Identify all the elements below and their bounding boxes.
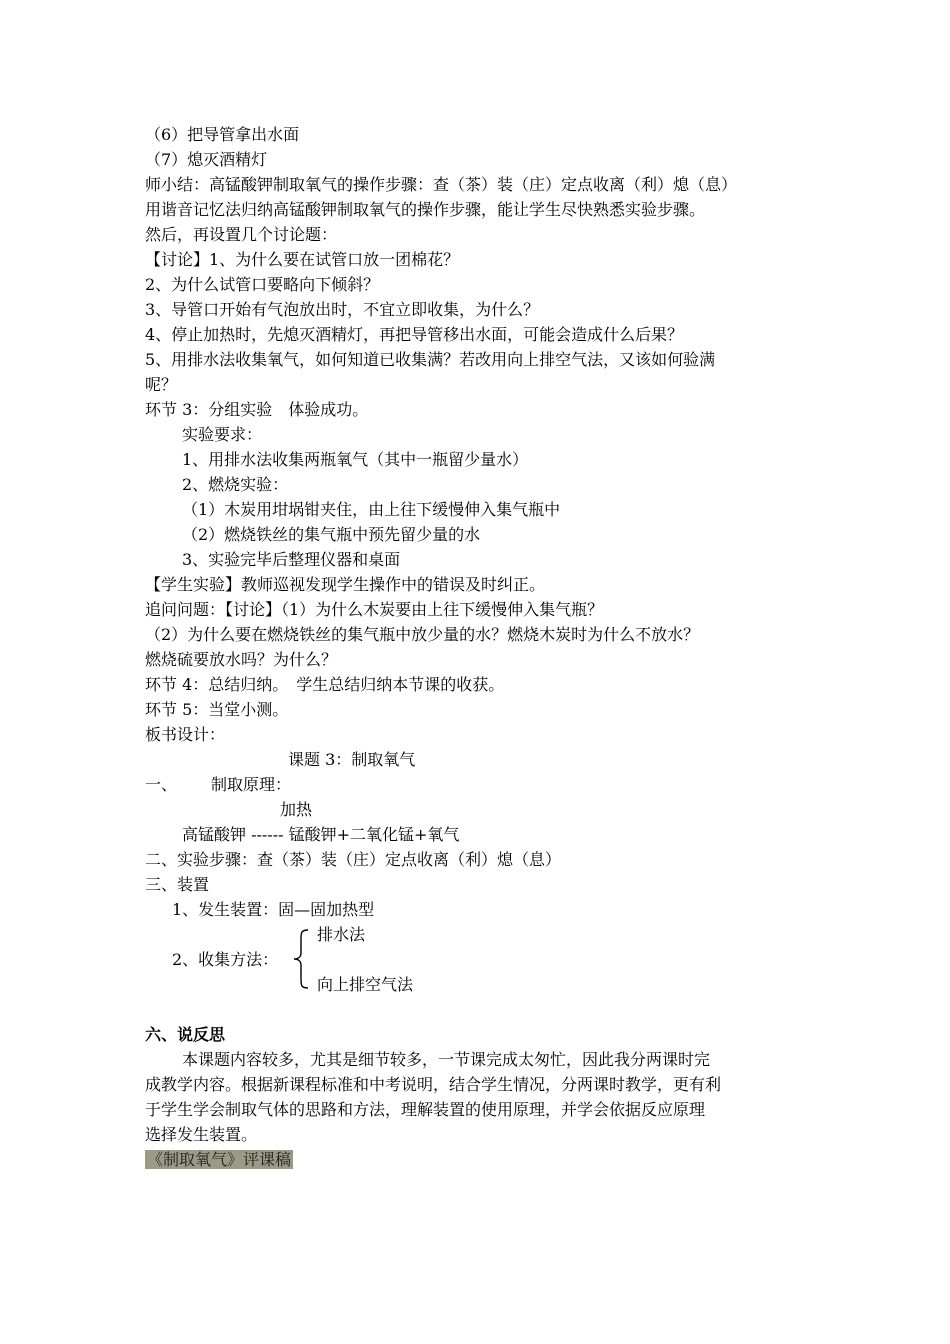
discussion-line-5: 5、用排水法收集氧气，如何知道已收集满？若改用向上排空气法，又该如何验满	[145, 350, 716, 369]
discussion-line-1: 【讨论】1、为什么要在试管口放一团棉花？	[145, 250, 460, 269]
reaction-equation: 高锰酸钾 ------ 锰酸钾+二氧化锰+氧气	[182, 825, 460, 844]
requirement-1: 1、用排水法收集两瓶氧气（其中一瓶留少量水）	[182, 450, 529, 469]
section5-line: 环节 5：当堂小测。	[145, 700, 289, 719]
requirement-2: 2、燃烧实验：	[182, 475, 289, 494]
collection-method-label: 2、收集方法：	[172, 950, 279, 969]
highlighted-title: 《制取氧气》评课稿	[147, 1150, 292, 1169]
board-item2: 二、实验步骤：查（茶）装（庄）定点收离（利）熄（息）	[145, 850, 562, 869]
step-line-6: （6）把导管拿出水面	[145, 125, 300, 144]
requirement-3: 3、实验完毕后整理仪器和桌面	[182, 550, 401, 569]
device-generation: 1、发生装置：固—固加热型	[172, 900, 375, 919]
discussion-line-3: 3、导管口开始有气泡放出时，不宜立即收集，为什么？	[145, 300, 540, 319]
followup-line-2: （2）为什么要在燃烧铁丝的集气瓶中放少量的水？燃烧木炭时为什么不放水？	[145, 625, 700, 644]
section4-line: 环节 4：总结归纳。 学生总结归纳本节课的收获。	[145, 675, 505, 694]
summary-line-1: 师小结：高锰酸钾制取氧气的操作步骤：查（茶）装（庄）定点收离（利）熄（息）	[145, 175, 738, 194]
followup-line-1: 追问问题：【讨论】（1）为什么木炭要由上往下缓慢伸入集气瓶？	[145, 600, 604, 619]
discussion-line-6: 呢？	[145, 375, 178, 394]
requirement-2-2: （2）燃烧铁丝的集气瓶中预先留少量的水	[182, 525, 481, 544]
board-title: 课题 3：制取氧气	[288, 750, 416, 769]
requirement-2-1: （1）木炭用坩埚钳夹住，由上往下缓慢伸入集气瓶中	[182, 500, 561, 519]
reflection-line-3: 于学生学会制取气体的思路和方法，理解装置的使用原理，并学会依据反应原理	[145, 1100, 706, 1119]
reflection-line-1: 本课题内容较多，尤其是细节较多，一节课完成太匆忙，因此我分两课时完	[182, 1050, 711, 1069]
requirements-title: 实验要求：	[182, 425, 263, 444]
board-item1-text: 制取原理：	[211, 775, 292, 794]
section3-title: 环节 3：分组实验 体验成功。	[145, 400, 369, 419]
reflection-line-2: 成教学内容。根据新课程标准和中考说明，结合学生情况，分两课时教学，更有利	[145, 1075, 722, 1094]
highlighted-title-row	[145, 1149, 293, 1171]
step-line-7: （7）熄灭酒精灯	[145, 150, 268, 169]
reflection-line-4: 选择发生装置。	[145, 1125, 258, 1144]
student-experiment-line: 【学生实验】教师巡视发现学生操作中的错误及时纠正。	[145, 575, 546, 594]
curly-brace-icon	[292, 929, 310, 989]
discussion-line-4: 4、停止加热时，先熄灭酒精灯，再把导管移出水面，可能会造成什么后果？	[145, 325, 684, 344]
reflection-heading: 六、说反思	[145, 1025, 226, 1044]
reaction-condition: 加热	[280, 800, 313, 819]
board-item1-number: 一、	[145, 775, 178, 794]
summary-line-3: 然后，再设置几个讨论题：	[145, 225, 338, 244]
collection-option-upward-air: 向上排空气法	[317, 975, 414, 994]
discussion-line-2: 2、为什么试管口要略向下倾斜？	[145, 275, 380, 294]
collection-option-water: 排水法	[317, 925, 366, 944]
board-design-label: 板书设计：	[145, 725, 226, 744]
board-item3: 三、装置	[145, 875, 210, 894]
followup-line-3: 燃烧硫要放水吗？为什么？	[145, 650, 338, 669]
summary-line-2: 用谐音记忆法归纳高锰酸钾制取氧气的操作步骤，能让学生尽快熟悉实验步骤。	[145, 200, 706, 219]
